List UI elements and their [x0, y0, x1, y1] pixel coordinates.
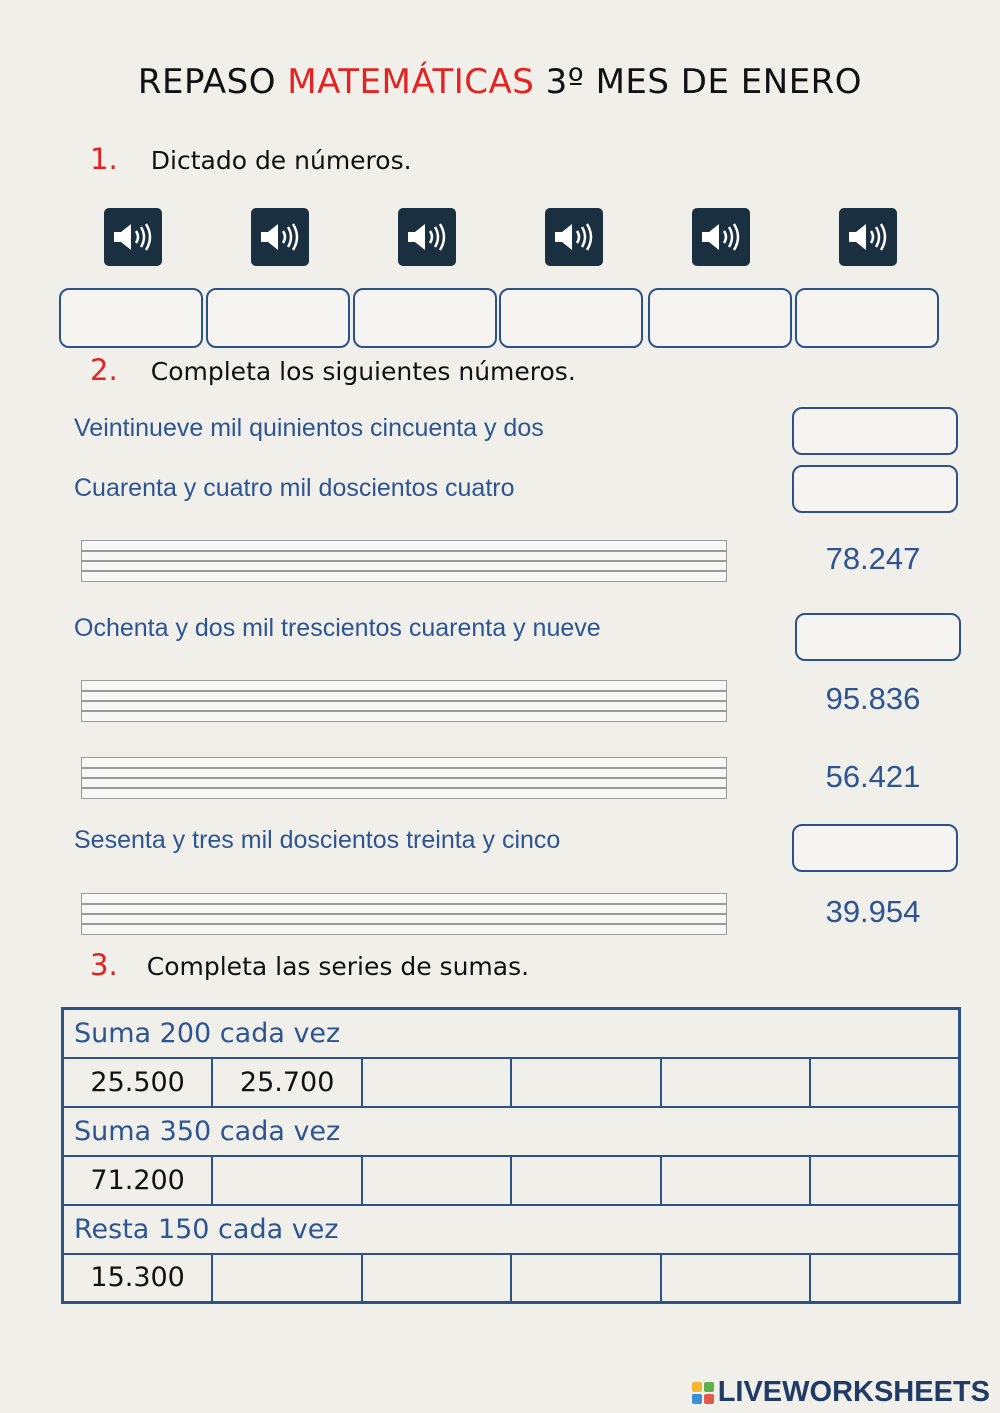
speaker-button-6[interactable]: [839, 208, 897, 266]
series-2-cell-6[interactable]: [810, 1156, 959, 1205]
speaker-icon: [699, 221, 743, 253]
prompt-text-1: Veintinueve mil quinientos cincuenta y dos: [74, 414, 544, 442]
number-input-2[interactable]: [792, 465, 958, 513]
series-1-cell-1: 25.500: [63, 1058, 213, 1107]
section-2-number: 2.: [90, 353, 118, 387]
section-3-label: Completa las series de sumas.: [146, 952, 530, 981]
series-3-cell-4[interactable]: [511, 1254, 660, 1303]
number-input-3[interactable]: [795, 613, 961, 661]
series-row-3: [63, 1254, 960, 1303]
speaker-button-1[interactable]: [104, 208, 162, 266]
speaker-button-2[interactable]: [251, 208, 309, 266]
dictation-input-2[interactable]: [206, 288, 350, 348]
speaker-button-3[interactable]: [398, 208, 456, 266]
number-label-1: 78.247: [825, 541, 921, 576]
section-1-heading: [90, 142, 412, 176]
dictation-input-5[interactable]: [648, 288, 792, 348]
series-header-row: [63, 1009, 960, 1058]
series-3-cell-3[interactable]: [362, 1254, 511, 1303]
series-3-cell-1: 15.300: [63, 1254, 213, 1303]
writing-lines-3[interactable]: [81, 757, 727, 799]
dictation-input-4[interactable]: [499, 288, 643, 348]
number-label-2: 95.836: [825, 681, 921, 716]
dictation-input-6[interactable]: [795, 288, 939, 348]
speaker-icon: [111, 221, 155, 253]
logo-text: LIVEWORKSHEETS: [717, 1376, 990, 1408]
prompt-text-4: Sesenta y tres mil doscientos treinta y cinco: [74, 826, 561, 854]
speaker-icon: [846, 221, 890, 253]
speaker-button-4[interactable]: [545, 208, 603, 266]
series-row-1: [63, 1058, 960, 1107]
series-1-cell-3[interactable]: [362, 1058, 511, 1107]
number-input-4[interactable]: [792, 824, 958, 872]
prompt-text-3: Ochenta y dos mil trescientos cuarenta y nueve: [74, 614, 601, 642]
page-title: [0, 62, 1000, 102]
series-header-1: Suma 200 cada vez: [63, 1009, 960, 1058]
writing-lines-2[interactable]: [81, 680, 727, 722]
dictation-input-1[interactable]: [59, 288, 203, 348]
section-2-heading: [90, 353, 576, 387]
series-1-cell-5[interactable]: [661, 1058, 810, 1107]
number-label-3: 56.421: [825, 759, 921, 794]
prompt-text-2: Cuarenta y cuatro mil doscientos cuatro: [74, 474, 515, 502]
series-header-row: [63, 1107, 960, 1156]
series-row-2: [63, 1156, 960, 1205]
series-3-cell-5[interactable]: [661, 1254, 810, 1303]
series-2-cell-5[interactable]: [661, 1156, 810, 1205]
number-input-1[interactable]: [792, 407, 958, 455]
series-table: [61, 1007, 961, 1304]
speaker-icon: [552, 221, 596, 253]
number-label-4: 39.954: [825, 894, 921, 929]
series-header-3: Resta 150 cada vez: [63, 1205, 960, 1254]
series-1-cell-2: 25.700: [212, 1058, 362, 1107]
series-1-cell-4[interactable]: [511, 1058, 660, 1107]
logo-mark-icon: [692, 1382, 714, 1404]
speaker-icon: [258, 221, 302, 253]
series-2-cell-2[interactable]: [212, 1156, 362, 1205]
liveworksheets-logo: [692, 1376, 990, 1409]
series-header-row: [63, 1205, 960, 1254]
series-2-cell-3[interactable]: [362, 1156, 511, 1205]
title-highlight: MATEMÁTICAS: [287, 62, 535, 102]
section-3-number: 3.: [90, 948, 118, 982]
writing-lines-4[interactable]: [81, 893, 727, 935]
dictation-input-3[interactable]: [353, 288, 497, 348]
series-3-cell-2[interactable]: [212, 1254, 362, 1303]
speaker-icon: [405, 221, 449, 253]
section-3-heading: [90, 948, 529, 982]
title-part-1: REPASO: [137, 62, 288, 102]
series-2-cell-1: 71.200: [63, 1156, 213, 1205]
series-1-cell-6[interactable]: [810, 1058, 959, 1107]
section-1-number: 1.: [90, 142, 118, 176]
series-header-2: Suma 350 cada vez: [63, 1107, 960, 1156]
writing-lines-1[interactable]: [81, 540, 727, 582]
title-part-2: 3º MES DE ENERO: [534, 62, 863, 102]
section-2-label: Completa los siguientes números.: [150, 357, 576, 386]
series-3-cell-6[interactable]: [810, 1254, 959, 1303]
speaker-button-5[interactable]: [692, 208, 750, 266]
section-1-label: Dictado de números.: [150, 146, 412, 175]
series-2-cell-4[interactable]: [511, 1156, 660, 1205]
